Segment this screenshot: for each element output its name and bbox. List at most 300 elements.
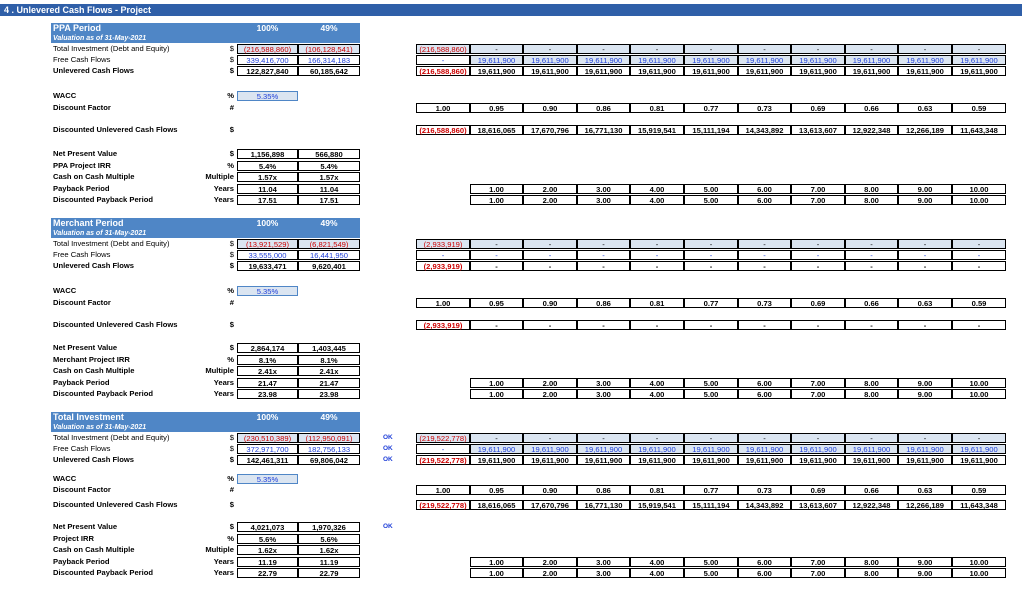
discounted-cashflow-cell[interactable]: - [845,320,898,330]
payback-year-cell: 6.00 [738,195,791,205]
unit-label: $ [229,444,234,453]
cashflow-cell[interactable]: - [791,44,845,54]
unit-label: % [227,286,234,295]
cashflow-cell[interactable]: - [577,433,630,443]
cashflow-cell[interactable]: (219,522,778) [416,455,470,465]
cashflow-cell[interactable]: 19,611,900 [684,55,738,65]
payback-year-cell: 4.00 [630,195,684,205]
cashflow-cell[interactable]: - [845,250,898,260]
payback-year-cell: 5.00 [684,389,738,399]
row-label: Unlevered Cash Flows [53,66,135,75]
cashflow-cell[interactable]: 19,611,900 [738,66,791,76]
payback-year-cell: 10.00 [952,195,1006,205]
metric-value-49[interactable]: 1.57x [298,172,360,182]
cashflow-cell[interactable]: - [523,433,577,443]
cashflow-cell[interactable]: 19,611,900 [738,444,791,454]
payback-year-cell: 10.00 [952,568,1006,578]
discounted-cashflow-cell[interactable]: 17,670,796 [523,500,577,510]
cashflow-cell[interactable]: - [684,261,738,271]
value-100[interactable]: 122,827,840 [237,66,298,76]
value-49[interactable]: 69,806,042 [298,455,360,465]
wacc-input[interactable]: 5.35% [237,474,298,484]
metric-value-100[interactable]: 1.62x [237,545,298,555]
value-100[interactable]: 142,461,311 [237,455,298,465]
payback-year-cell: 8.00 [845,195,898,205]
discount-factor-cell: 0.59 [952,485,1006,495]
discount-factor-cell: 0.73 [738,103,791,113]
metric-label: Cash on Cash Multiple [53,366,135,375]
cashflow-cell[interactable]: 19,611,900 [630,444,684,454]
discount-factor-cell: 0.86 [577,485,630,495]
cashflow-cell[interactable]: 19,611,900 [952,66,1006,76]
discount-factor-cell: 1.00 [416,103,470,113]
cashflow-cell[interactable]: 19,611,900 [577,444,630,454]
discount-factor-cell: 0.86 [577,103,630,113]
cashflow-cell[interactable]: - [684,433,738,443]
metric-label: Merchant Project IRR [53,354,130,364]
value-100[interactable]: 339,416,700 [237,55,298,65]
payback-year-cell: 4.00 [630,378,684,388]
cashflow-cell[interactable]: - [577,239,630,249]
metric-value-100[interactable]: 5.4% [237,161,298,171]
cashflow-cell[interactable]: - [630,433,684,443]
cashflow-cell[interactable]: 19,611,900 [523,444,577,454]
cashflow-cell[interactable]: 19,611,900 [791,66,845,76]
cashflow-cell[interactable]: 19,611,900 [791,55,845,65]
discount-factor-cell: 0.95 [470,485,523,495]
value-49[interactable]: 9,620,401 [298,261,360,271]
discounted-cashflow-cell[interactable]: - [470,320,523,330]
cashflow-cell[interactable]: - [630,239,684,249]
payback-year-cell: 7.00 [791,557,845,567]
cashflow-cell[interactable]: - [416,250,470,260]
unit-label: Years [213,556,234,566]
metric-label: Payback Period [53,377,110,387]
cashflow-cell[interactable]: 19,611,900 [630,66,684,76]
metric-label: Net Present Value [53,149,118,158]
discounted-cashflow-cell[interactable]: 12,266,189 [898,500,952,510]
cashflow-cell[interactable]: - [577,261,630,271]
payback-year-cell: 3.00 [577,557,630,567]
valuation-date: Valuation as of 31-May-2021 [51,34,235,43]
value-100[interactable]: 372,971,700 [237,444,298,454]
cashflow-cell[interactable]: 19,611,900 [898,66,952,76]
cashflow-cell[interactable]: - [952,261,1006,271]
value-49[interactable]: (6,821,549) [298,239,360,249]
unit-label: $ [229,522,234,531]
discounted-cashflow-cell[interactable]: - [684,320,738,330]
discount-factor-cell: 0.81 [630,298,684,308]
cashflow-cell[interactable]: - [523,44,577,54]
cashflow-cell[interactable]: - [738,261,791,271]
wacc-input[interactable]: 5.35% [237,91,298,101]
payback-year-cell: 1.00 [470,557,523,567]
discounted-cashflow-cell[interactable]: 14,343,892 [738,500,791,510]
discount-factor-cell: 0.77 [684,485,738,495]
cashflow-cell[interactable]: (2,933,919) [416,261,470,271]
discount-factor-cell: 0.86 [577,298,630,308]
cashflow-cell[interactable]: - [523,250,577,260]
cashflow-cell[interactable]: 19,611,900 [845,55,898,65]
discounted-cashflow-cell[interactable]: 15,111,194 [684,125,738,135]
payback-year-cell: 2.00 [523,378,577,388]
section-title: Total Investment [51,412,235,423]
metric-value-49[interactable]: 5.6% [298,534,360,544]
cashflow-cell[interactable]: 19,611,900 [738,455,791,465]
metric-value-49[interactable]: 8.1% [298,355,360,365]
metric-label: Discounted Payback Period [53,195,154,204]
cashflow-cell[interactable]: 19,611,900 [898,444,952,454]
cashflow-cell[interactable]: - [898,261,952,271]
cashflow-cell[interactable]: 19,611,900 [791,444,845,454]
unit-label: $ [229,343,234,352]
metric-value-49[interactable]: 1,970,326 [298,522,360,532]
cashflow-cell[interactable]: - [470,239,523,249]
cashflow-cell[interactable]: - [577,250,630,260]
cashflow-cell[interactable]: - [630,44,684,54]
value-100[interactable]: 33,555,000 [237,250,298,260]
discounted-cashflow-cell[interactable]: - [738,320,791,330]
discounted-cashflow-cell[interactable]: (2,933,919) [416,320,470,330]
section-title: Merchant Period [51,218,235,229]
metric-value-49[interactable]: 1,403,445 [298,343,360,353]
cashflow-cell[interactable]: - [952,250,1006,260]
cashflow-cell[interactable]: - [416,444,470,454]
metric-value-49[interactable]: 11.04 [298,184,360,194]
value-49[interactable]: (106,128,541) [298,44,360,54]
cashflow-cell[interactable]: - [738,44,791,54]
cashflow-cell[interactable]: - [470,44,523,54]
cashflow-cell[interactable]: 19,611,900 [845,66,898,76]
row-label: Total Investment (Debt and Equity) [53,44,170,53]
discounted-cashflow-cell[interactable]: - [630,320,684,330]
discount-factor-cell: 0.59 [952,298,1006,308]
sheet-section-header: 4 . Unlevered Cash Flows - Project [0,4,1022,16]
discount-factor-cell: 0.69 [791,485,845,495]
metric-value-49[interactable]: 1.62x [298,545,360,555]
value-49[interactable]: (112,950,091) [298,433,360,443]
cashflow-cell[interactable]: - [738,433,791,443]
unit-label: # [229,298,234,307]
row-label: Discounted Unlevered Cash Flows [53,320,178,329]
payback-year-cell: 1.00 [470,184,523,194]
metric-value-100[interactable]: 11.04 [237,184,298,194]
cashflow-cell[interactable]: (216,588,860) [416,66,470,76]
cashflow-cell[interactable]: - [791,433,845,443]
cashflow-cell[interactable]: - [630,250,684,260]
metric-value-100[interactable]: 2,864,174 [237,343,298,353]
value-100[interactable]: (230,510,389) [237,433,298,443]
cashflow-cell[interactable]: - [416,55,470,65]
cashflow-cell[interactable]: - [791,250,845,260]
discount-factor-cell: 0.73 [738,485,791,495]
cashflow-cell[interactable]: 19,611,900 [684,455,738,465]
discounted-cashflow-cell[interactable]: 11,643,348 [952,125,1006,135]
cashflow-cell[interactable]: - [898,433,952,443]
cashflow-cell[interactable]: - [470,250,523,260]
cashflow-cell[interactable]: 19,611,900 [577,55,630,65]
payback-year-cell: 7.00 [791,195,845,205]
payback-year-cell: 9.00 [898,568,952,578]
unit-label: % [227,354,234,364]
row-label: WACC [53,474,77,483]
pct-100: 100% [256,218,279,228]
cashflow-cell[interactable]: 19,611,900 [898,55,952,65]
metric-value-49[interactable]: 17.51 [298,195,360,205]
payback-year-cell: 5.00 [684,195,738,205]
cashflow-cell[interactable]: (216,588,860) [416,44,470,54]
payback-year-cell: 4.00 [630,557,684,567]
payback-year-cell: 2.00 [523,568,577,578]
metric-value-100[interactable]: 8.1% [237,355,298,365]
row-label: Total Investment (Debt and Equity) [53,239,170,248]
discounted-cashflow-cell[interactable]: (219,522,778) [416,500,470,510]
discounted-cashflow-cell[interactable]: 15,919,541 [630,125,684,135]
cashflow-cell[interactable]: - [630,261,684,271]
payback-year-cell: 9.00 [898,184,952,194]
cashflow-cell[interactable]: 19,611,900 [791,455,845,465]
discounted-cashflow-cell[interactable]: 17,670,796 [523,125,577,135]
row-label: WACC [53,91,77,100]
cashflow-cell[interactable]: - [738,250,791,260]
cashflow-cell[interactable]: 19,611,900 [577,455,630,465]
cashflow-cell[interactable]: 19,611,900 [470,444,523,454]
payback-year-cell: 3.00 [577,389,630,399]
metric-value-49[interactable]: 5.4% [298,161,360,171]
row-label: Unlevered Cash Flows [53,261,135,270]
cashflow-cell[interactable]: - [523,239,577,249]
ok-flag: OK [383,434,393,441]
payback-year-cell: 5.00 [684,184,738,194]
discount-factor-cell: 0.90 [523,485,577,495]
metric-value-100[interactable]: 1,156,898 [237,149,298,159]
payback-year-cell: 9.00 [898,195,952,205]
unit-label: % [227,91,234,100]
cashflow-cell[interactable]: - [845,261,898,271]
discount-factor-cell: 0.66 [845,485,898,495]
metric-label: Cash on Cash Multiple [53,172,135,181]
cashflow-cell[interactable]: 19,611,900 [952,455,1006,465]
cashflow-cell[interactable]: - [577,44,630,54]
discounted-cashflow-cell[interactable]: - [898,320,952,330]
value-100[interactable]: (13,921,529) [237,239,298,249]
value-49[interactable]: 166,314,183 [298,55,360,65]
discounted-cashflow-cell[interactable]: 14,343,892 [738,125,791,135]
payback-year-cell: 10.00 [952,378,1006,388]
unit-label: $ [229,149,234,158]
discounted-cashflow-cell[interactable]: 13,613,607 [791,500,845,510]
discounted-cashflow-cell[interactable]: - [791,320,845,330]
payback-year-cell: 6.00 [738,184,791,194]
discounted-cashflow-cell[interactable]: (216,588,860) [416,125,470,135]
payback-year-cell: 6.00 [738,378,791,388]
metric-value-100[interactable]: 21.47 [237,378,298,388]
payback-year-cell: 3.00 [577,568,630,578]
unit-label: Years [213,389,234,398]
metric-value-100[interactable]: 23.98 [237,389,298,399]
cashflow-cell[interactable]: - [684,250,738,260]
metric-value-49[interactable]: 21.47 [298,378,360,388]
cashflow-cell[interactable]: 19,611,900 [577,66,630,76]
payback-year-cell: 9.00 [898,389,952,399]
value-49[interactable]: 16,441,950 [298,250,360,260]
metric-value-100[interactable]: 17.51 [237,195,298,205]
cashflow-cell[interactable]: 19,611,900 [470,66,523,76]
cashflow-cell[interactable]: 19,611,900 [523,66,577,76]
metric-value-49[interactable]: 23.98 [298,389,360,399]
cashflow-cell[interactable]: 19,611,900 [470,55,523,65]
unit-label: # [229,103,234,112]
discount-factor-cell: 0.69 [791,103,845,113]
discount-factor-cell: 0.90 [523,298,577,308]
cashflow-cell[interactable]: - [952,433,1006,443]
cashflow-cell[interactable]: - [523,261,577,271]
discount-factor-cell: 0.77 [684,298,738,308]
payback-year-cell: 8.00 [845,389,898,399]
discount-factor-cell: 1.00 [416,298,470,308]
unit-label: Years [213,568,234,577]
cashflow-cell[interactable]: - [952,44,1006,54]
discounted-cashflow-cell[interactable]: 12,922,348 [845,125,898,135]
cashflow-cell[interactable]: 19,611,900 [952,55,1006,65]
payback-year-cell: 2.00 [523,389,577,399]
pct-100: 100% [256,23,279,33]
metric-value-100[interactable]: 22.79 [237,568,298,578]
unit-label: $ [229,261,234,270]
valuation-date: Valuation as of 31-May-2021 [51,229,235,238]
discounted-cashflow-cell[interactable]: 11,643,348 [952,500,1006,510]
discount-factor-cell: 0.95 [470,298,523,308]
discounted-cashflow-cell[interactable]: - [523,320,577,330]
metric-label: Discounted Payback Period [53,568,154,577]
cashflow-cell[interactable]: (219,522,778) [416,433,470,443]
discount-factor-cell: 1.00 [416,485,470,495]
cashflow-cell[interactable]: - [791,261,845,271]
discounted-cashflow-cell[interactable]: - [952,320,1006,330]
row-label: Discount Factor [53,485,111,494]
cashflow-cell[interactable]: 19,611,900 [898,455,952,465]
ok-flag: OK [383,456,393,463]
row-label: Discount Factor [53,298,111,307]
cashflow-cell[interactable]: - [845,44,898,54]
discounted-cashflow-cell[interactable]: 13,613,607 [791,125,845,135]
cashflow-cell[interactable]: - [952,239,1006,249]
value-100[interactable]: (216,588,860) [237,44,298,54]
unit-label: # [229,485,234,494]
metric-value-100[interactable]: 11.19 [237,557,298,567]
metric-value-49[interactable]: 2.41x [298,366,360,376]
value-100[interactable]: 19,633,471 [237,261,298,271]
discounted-cashflow-cell[interactable]: 12,266,189 [898,125,952,135]
cashflow-cell[interactable]: 19,611,900 [523,55,577,65]
discount-factor-cell: 0.59 [952,103,1006,113]
cashflow-cell[interactable]: 19,611,900 [630,455,684,465]
cashflow-cell[interactable]: - [845,239,898,249]
cashflow-cell[interactable]: - [470,261,523,271]
metric-label: Cash on Cash Multiple [53,545,135,554]
cashflow-cell[interactable]: - [898,44,952,54]
discounted-cashflow-cell[interactable]: 18,616,065 [470,500,523,510]
payback-year-cell: 4.00 [630,568,684,578]
payback-year-cell: 10.00 [952,557,1006,567]
discount-factor-cell: 0.66 [845,103,898,113]
cashflow-cell[interactable]: - [684,44,738,54]
cashflow-cell[interactable]: 19,611,900 [684,66,738,76]
payback-year-cell: 10.00 [952,184,1006,194]
discounted-cashflow-cell[interactable]: 18,616,065 [470,125,523,135]
discounted-cashflow-cell[interactable]: 16,771,130 [577,125,630,135]
payback-year-cell: 7.00 [791,389,845,399]
value-49[interactable]: 60,185,642 [298,66,360,76]
cashflow-cell[interactable]: - [791,239,845,249]
cashflow-cell[interactable]: 19,611,900 [952,444,1006,454]
payback-year-cell: 2.00 [523,557,577,567]
cashflow-cell[interactable]: - [684,239,738,249]
metric-value-100[interactable]: 1.57x [237,172,298,182]
unit-label: % [227,160,234,170]
payback-year-cell: 3.00 [577,378,630,388]
discounted-cashflow-cell[interactable]: 15,111,194 [684,500,738,510]
value-49[interactable]: 182,756,133 [298,444,360,454]
discounted-cashflow-cell[interactable]: 16,771,130 [577,500,630,510]
cashflow-cell[interactable]: - [898,250,952,260]
row-label: Discount Factor [53,103,111,112]
discount-factor-cell: 0.90 [523,103,577,113]
discount-factor-cell: 0.66 [845,298,898,308]
payback-year-cell: 6.00 [738,557,791,567]
discount-factor-cell: 0.73 [738,298,791,308]
cashflow-cell[interactable]: 19,611,900 [845,455,898,465]
metric-value-100[interactable]: 5.6% [237,534,298,544]
discounted-cashflow-cell[interactable]: 15,919,541 [630,500,684,510]
metric-value-49[interactable]: 566,880 [298,149,360,159]
unit-label: $ [229,66,234,75]
payback-year-cell: 2.00 [523,184,577,194]
payback-year-cell: 3.00 [577,195,630,205]
metric-label: Net Present Value [53,343,118,352]
cashflow-cell[interactable]: - [898,239,952,249]
cashflow-cell[interactable]: 19,611,900 [523,455,577,465]
cashflow-cell[interactable]: (2,933,919) [416,239,470,249]
discount-factor-cell: 0.95 [470,103,523,113]
metric-value-100[interactable]: 4,021,073 [237,522,298,532]
cashflow-cell[interactable]: - [470,433,523,443]
discounted-cashflow-cell[interactable]: 12,922,348 [845,500,898,510]
cashflow-cell[interactable]: - [845,433,898,443]
cashflow-cell[interactable]: 19,611,900 [738,55,791,65]
metric-value-49[interactable]: 22.79 [298,568,360,578]
payback-year-cell: 8.00 [845,378,898,388]
unit-label: Multiple [205,172,234,181]
row-label: Discounted Unlevered Cash Flows [53,500,178,509]
payback-year-cell: 4.00 [630,389,684,399]
cashflow-cell[interactable]: - [738,239,791,249]
ok-flag: OK [383,445,393,452]
payback-year-cell: 10.00 [952,389,1006,399]
wacc-input[interactable]: 5.35% [237,286,298,296]
cashflow-cell[interactable]: 19,611,900 [684,444,738,454]
metric-value-100[interactable]: 2.41x [237,366,298,376]
discounted-cashflow-cell[interactable]: - [577,320,630,330]
cashflow-cell[interactable]: 19,611,900 [845,444,898,454]
payback-year-cell: 8.00 [845,568,898,578]
payback-year-cell: 5.00 [684,378,738,388]
payback-year-cell: 3.00 [577,184,630,194]
cashflow-cell[interactable]: 19,611,900 [470,455,523,465]
cashflow-cell[interactable]: 19,611,900 [630,55,684,65]
metric-value-49[interactable]: 11.19 [298,557,360,567]
row-label: WACC [53,286,77,295]
